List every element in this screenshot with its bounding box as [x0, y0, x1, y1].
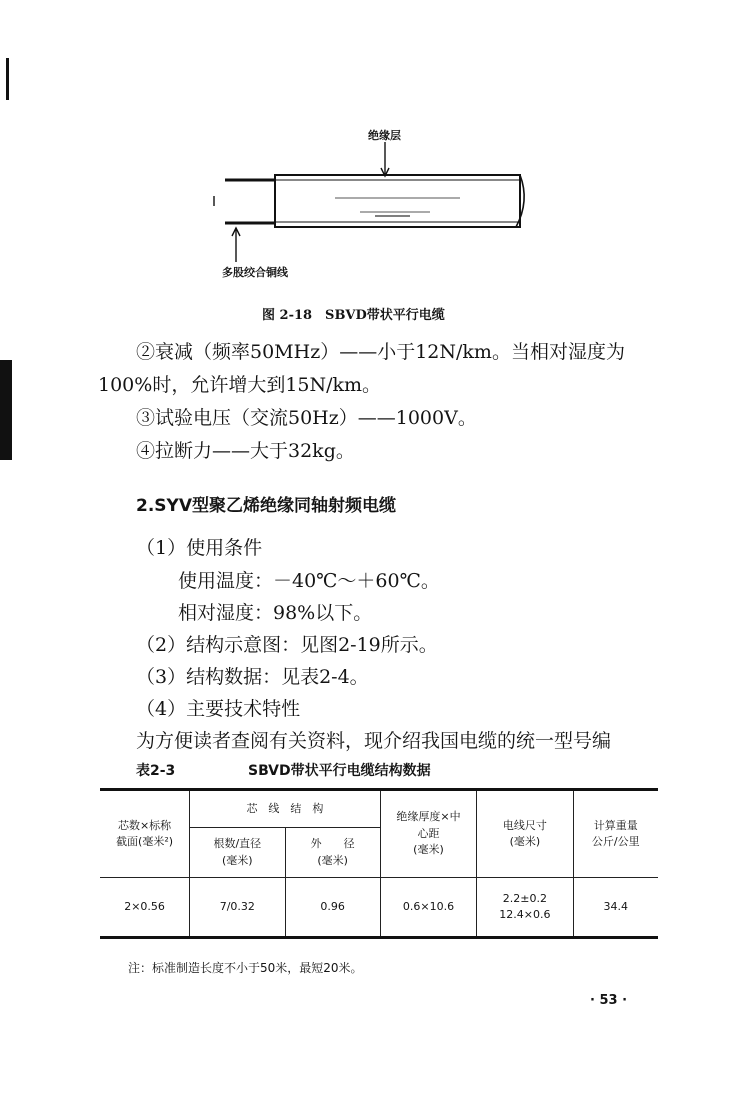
item-characteristics: （4）主要技术特性: [136, 698, 301, 720]
structure-table: [100, 788, 658, 939]
cell-weight: 34.4: [573, 878, 658, 938]
header-outer-diameter: 外 径 (毫米): [285, 828, 380, 878]
header-cores: [100, 790, 190, 878]
conductor-label: 多股绞合铜线: [222, 266, 288, 279]
insulation-label: 绝缘层: [368, 129, 401, 142]
item-structure-data: （3）结构数据：见表2-4。: [136, 666, 369, 688]
header-count-diameter: 根数/直径 (毫米): [190, 828, 285, 878]
cell-outer-diameter: 0.96: [285, 878, 380, 938]
cell-cores: 2×0.56: [100, 878, 190, 938]
table-note: 注：标准制造长度不小于50米，最短20米。: [128, 961, 363, 975]
cell-wire-size: 2.2±0.2 12.4×0.6: [477, 878, 573, 938]
header-structure: 芯 线 结 构: [190, 790, 381, 828]
cell-count-diameter: 7/0.32: [190, 878, 285, 938]
item-conditions: （1）使用条件: [136, 537, 263, 559]
header-wire-size: 电线尺寸 (毫米): [477, 790, 573, 878]
relative-humidity: 相对湿度：98%以下。: [178, 602, 373, 624]
intro-paragraph: 为方便读者查阅有关资料，现介绍我国电缆的统一型号编: [136, 730, 612, 752]
attenuation-line-2: 100%时，允许增大到15N/km。: [98, 374, 382, 396]
header-insulation: 绝缘厚度×中 心距 (毫米): [380, 790, 476, 878]
cable-diagram: [200, 120, 540, 280]
item-structure-diagram: （2）结构示意图：见图2-19所示。: [136, 634, 438, 656]
table-number: 表2-3: [136, 763, 176, 779]
attenuation-line-1: ②衰减（频率50MHz）——小于12N/km。当相对湿度为: [136, 341, 625, 363]
operating-temperature: 使用温度：－40℃～＋60℃。: [178, 570, 440, 592]
scan-edge-tick: [6, 58, 9, 100]
test-voltage: ③试验电压（交流50Hz）——1000V。: [136, 407, 477, 429]
header-cores-line1: 芯数×标称: [117, 818, 172, 832]
cell-insulation: 0.6×10.6: [380, 878, 476, 938]
page-number: · 53 ·: [590, 993, 628, 1008]
header-weight: 计算重量 公斤/公里: [573, 790, 658, 878]
figure-caption: 图 2-18 SBVD带状平行电缆: [262, 308, 445, 323]
header-cores-line2: 截面(毫米²): [116, 835, 174, 848]
table-row: [100, 878, 658, 938]
section-heading: 2.SYV型聚乙烯绝缘同轴射频电缆: [136, 496, 396, 516]
scan-edge-mark: [0, 360, 12, 460]
table-title: SBVD带状平行电缆结构数据: [248, 763, 431, 779]
tensile-strength: ④拉断力——大于32kg。: [136, 440, 355, 462]
